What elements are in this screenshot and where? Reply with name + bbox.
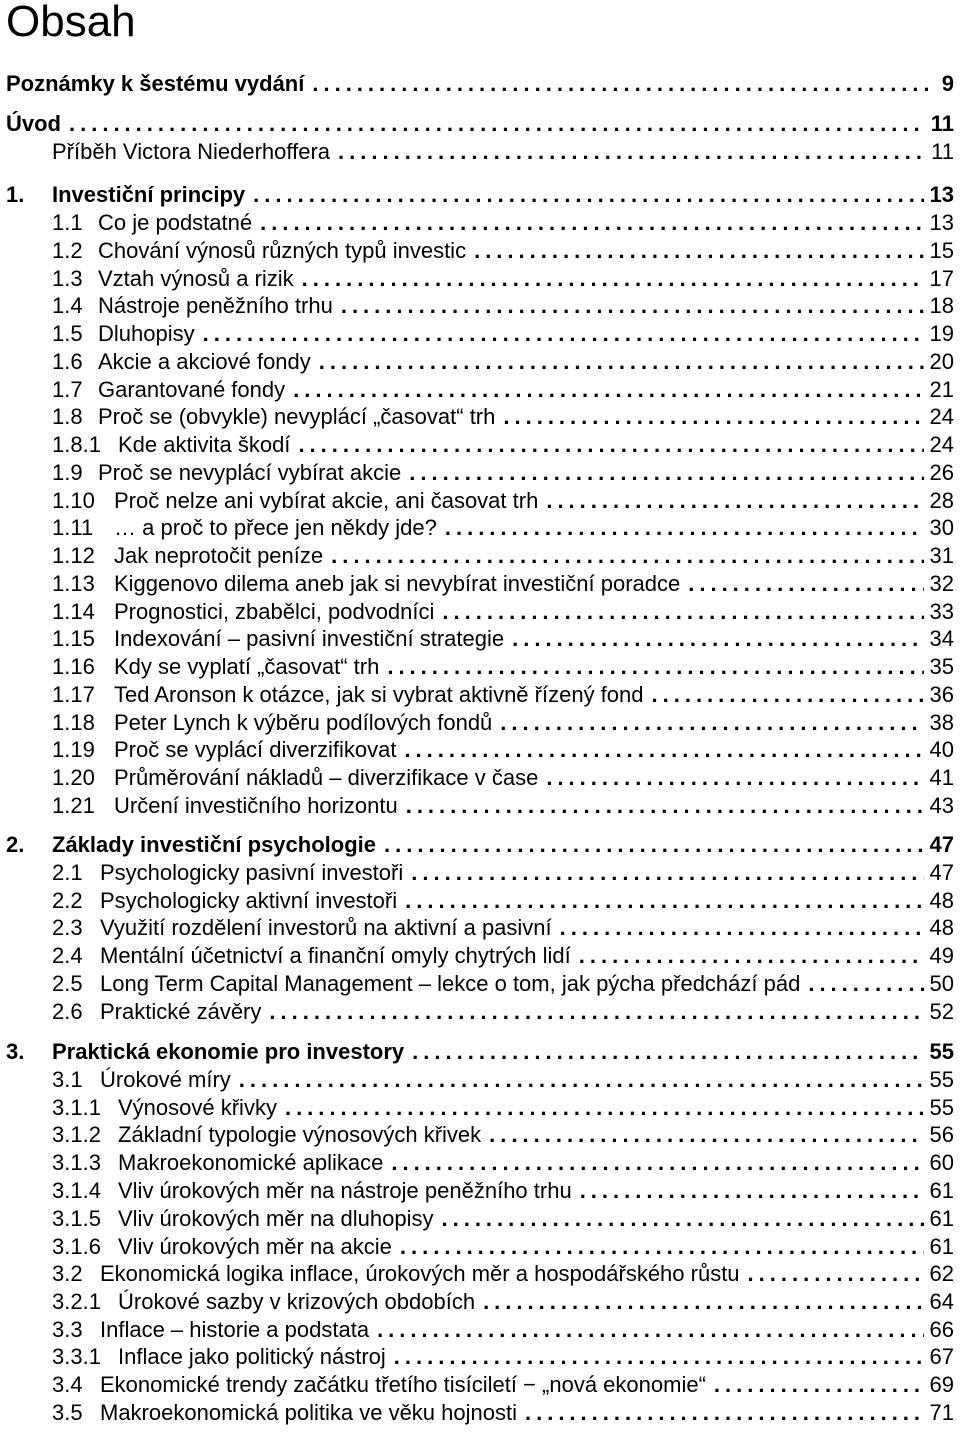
toc-entry-page: 55 bbox=[929, 1067, 954, 1092]
toc-entry-number: 3.1.4 bbox=[52, 1178, 101, 1203]
toc-entry-title: Peter Lynch k výběru podílových fondů bbox=[114, 710, 493, 735]
toc-entry[interactable] bbox=[52, 1316, 954, 1344]
toc-entry-page: 34 bbox=[929, 626, 954, 651]
toc-entry-number: 1.12 bbox=[52, 543, 95, 568]
toc-entry-number: 2.1 bbox=[52, 860, 83, 885]
dot-leader bbox=[269, 998, 923, 1026]
dot-leader bbox=[312, 70, 928, 98]
toc-entry[interactable] bbox=[52, 1399, 954, 1427]
toc-entry[interactable] bbox=[52, 320, 954, 348]
toc-entry-page: 71 bbox=[929, 1400, 954, 1425]
toc-entry-page: 55 bbox=[929, 1039, 954, 1064]
dot-leader bbox=[69, 110, 925, 138]
dot-leader bbox=[298, 431, 923, 459]
toc-entry-number: 1.14 bbox=[52, 599, 95, 624]
toc-entry-page: 47 bbox=[929, 832, 954, 857]
dot-leader bbox=[394, 1343, 924, 1371]
toc-entry[interactable] bbox=[52, 570, 954, 598]
toc-entry-title: Proč nelze ani vybírat akcie, ani časovat trh bbox=[114, 488, 539, 513]
toc-entry-page: 13 bbox=[929, 182, 954, 207]
toc-entry-number: 3.1.6 bbox=[52, 1234, 101, 1259]
dot-leader bbox=[387, 653, 923, 681]
toc-entry-title: Příběh Victora Niederhoffera bbox=[52, 139, 331, 164]
toc-entry-title: Využití rozdělení investorů na aktivní a pasivní bbox=[100, 915, 552, 940]
dot-leader bbox=[285, 1094, 924, 1122]
dot-leader bbox=[483, 1288, 923, 1316]
toc-entry-page: 17 bbox=[929, 266, 954, 291]
toc-entry-page: 40 bbox=[929, 737, 954, 762]
toc-entry-page: 62 bbox=[929, 1261, 954, 1286]
toc-entry-page: 19 bbox=[929, 321, 954, 346]
toc-entry-number: 1.1 bbox=[52, 210, 83, 235]
toc-entry-title: Long Term Capital Management – lekce o tom, jak pýcha předchází pád bbox=[100, 971, 801, 996]
toc-entry-title: Praktické závěry bbox=[100, 999, 262, 1024]
toc-entry-title: Akcie a akciové fondy bbox=[98, 349, 311, 374]
toc-entry[interactable] bbox=[52, 970, 954, 998]
toc-entry-page: 66 bbox=[929, 1317, 954, 1342]
dot-leader bbox=[404, 736, 923, 764]
toc-entry-page: 69 bbox=[929, 1372, 954, 1397]
toc-entry-number: 3.1.5 bbox=[52, 1206, 101, 1231]
toc-entry-title: Základní typologie výnosových křivek bbox=[118, 1122, 482, 1147]
dot-leader bbox=[512, 625, 923, 653]
toc-entry-title: Nástroje peněžního trhu bbox=[98, 293, 333, 318]
dot-leader bbox=[253, 181, 923, 209]
dot-leader bbox=[580, 1177, 924, 1205]
dot-leader bbox=[341, 292, 924, 320]
toc-entry-page: 24 bbox=[929, 404, 954, 429]
toc-entry-title: Proč se vyplácí diverzifikovat bbox=[114, 737, 397, 762]
page-title: Obsah bbox=[6, 0, 136, 46]
dot-leader bbox=[260, 209, 923, 237]
toc-entry-number: 1.4 bbox=[52, 293, 83, 318]
toc-entry-page: 11 bbox=[930, 111, 954, 136]
toc-entry-page: 11 bbox=[931, 139, 954, 164]
toc-entry-title: Chování výnosů různých typů investic bbox=[98, 238, 467, 263]
dot-leader bbox=[652, 681, 924, 709]
toc-entry[interactable] bbox=[52, 376, 954, 404]
dot-leader bbox=[500, 709, 923, 737]
toc-entry-number: 2.5 bbox=[52, 971, 83, 996]
dot-leader bbox=[412, 1038, 923, 1066]
toc-entry-number: 1.21 bbox=[52, 793, 95, 818]
toc-entry-title: … a proč to přece jen někdy jde? bbox=[114, 515, 437, 540]
toc-entry-title: Vliv úrokových měr na dluhopisy bbox=[118, 1206, 434, 1231]
dot-leader bbox=[445, 514, 924, 542]
toc-entry[interactable] bbox=[52, 625, 954, 653]
toc-entry-title: Proč se nevyplácí vybírat akcie bbox=[98, 460, 402, 485]
toc-entry[interactable] bbox=[52, 1094, 954, 1122]
toc-entry-title: Inflace jako politický nástroj bbox=[118, 1344, 386, 1369]
toc-entry-page: 52 bbox=[929, 999, 954, 1024]
toc-entry-number: 1.6 bbox=[52, 349, 83, 374]
toc-entry-title: Garantované fondy bbox=[98, 377, 286, 402]
toc-entry-number: 1.9 bbox=[52, 460, 83, 485]
toc-entry-page: 50 bbox=[929, 971, 954, 996]
dot-leader bbox=[293, 376, 923, 404]
toc-entry-page: 43 bbox=[929, 793, 954, 818]
toc-entry-number: 3.3 bbox=[52, 1317, 83, 1342]
toc-entry[interactable] bbox=[6, 181, 954, 209]
dot-leader bbox=[331, 542, 923, 570]
toc-entry-title: Ekonomická logika inflace, úrokových měr a hospodářského růstu bbox=[100, 1261, 740, 1286]
dot-leader bbox=[319, 348, 924, 376]
toc-entry-page: 38 bbox=[929, 710, 954, 735]
toc-entry-page: 64 bbox=[929, 1289, 954, 1314]
toc-entry[interactable] bbox=[52, 487, 954, 515]
toc-entry-number: 2.6 bbox=[52, 999, 83, 1024]
toc-entry-number: 1.8.1 bbox=[52, 432, 101, 457]
toc-entry-title: Psychologicky pasivní investoři bbox=[100, 860, 404, 885]
toc-entry-number: 1.8 bbox=[52, 404, 83, 429]
dot-leader bbox=[525, 1399, 924, 1427]
toc-entry-number: 1.11 bbox=[52, 515, 94, 540]
toc-entry[interactable] bbox=[52, 792, 954, 820]
toc-entry-page: 61 bbox=[929, 1234, 954, 1259]
toc-entry-page: 47 bbox=[929, 860, 954, 885]
toc-entry-page: 49 bbox=[929, 943, 954, 968]
toc-entry-number: 1.15 bbox=[52, 626, 95, 651]
toc-entry[interactable] bbox=[52, 348, 954, 376]
toc-entry-page: 67 bbox=[929, 1344, 954, 1369]
toc-entry-title: Základy investiční psychologie bbox=[52, 832, 376, 857]
toc-entry-page: 35 bbox=[929, 654, 954, 679]
toc-entry[interactable] bbox=[52, 653, 954, 681]
toc-entry-title: Praktická ekonomie pro investory bbox=[52, 1039, 405, 1064]
toc-entry[interactable] bbox=[52, 942, 954, 970]
toc-entry-title: Určení investičního horizontu bbox=[114, 793, 398, 818]
toc-entry-title: Prognostici, zbabělci, podvodníci bbox=[114, 599, 435, 624]
toc-entry[interactable] bbox=[52, 1371, 954, 1399]
toc-entry-page: 33 bbox=[929, 599, 954, 624]
dot-leader bbox=[441, 1205, 923, 1233]
toc-entry-number: 3.1.2 bbox=[52, 1122, 101, 1147]
toc-entry-number: 1.17 bbox=[52, 682, 95, 707]
toc-entry-page: 15 bbox=[929, 238, 954, 263]
toc-entry-title: Kde aktivita škodí bbox=[118, 432, 291, 457]
toc-entry-number: 1.20 bbox=[52, 765, 95, 790]
toc-entry-page: 9 bbox=[941, 71, 954, 96]
toc-entry[interactable] bbox=[52, 459, 954, 487]
toc-entry-page: 36 bbox=[929, 682, 954, 707]
toc-entry-number: 1.19 bbox=[52, 737, 95, 762]
toc-entry[interactable] bbox=[52, 1177, 954, 1205]
toc-entry-number: 3.1.1 bbox=[52, 1095, 101, 1120]
toc-entry-number: 3.1.3 bbox=[52, 1150, 101, 1175]
dot-leader bbox=[560, 914, 924, 942]
toc-entry[interactable] bbox=[52, 1149, 954, 1177]
toc-entry[interactable] bbox=[52, 764, 954, 792]
toc-entry[interactable] bbox=[6, 110, 954, 138]
toc-entry-number: 3. bbox=[6, 1039, 25, 1064]
toc-entry-title: Investiční principy bbox=[52, 182, 246, 207]
toc-entry[interactable] bbox=[52, 209, 954, 237]
toc-entry-number: 2.2 bbox=[52, 888, 83, 913]
toc-entry-number: 1.18 bbox=[52, 710, 95, 735]
toc-entry-page: 18 bbox=[929, 293, 954, 318]
toc-entry-number: 3.4 bbox=[52, 1372, 83, 1397]
toc-entry-number: 1.5 bbox=[52, 321, 83, 346]
toc-entry-page: 20 bbox=[929, 349, 954, 374]
toc-entry-title: Vliv úrokových měr na akcie bbox=[118, 1234, 392, 1259]
toc-entry-title: Úrokové míry bbox=[100, 1067, 231, 1092]
dot-leader bbox=[377, 1316, 923, 1344]
toc-entry-title: Inflace – historie a podstata bbox=[100, 1317, 370, 1342]
dot-leader bbox=[391, 1149, 923, 1177]
toc-entry-title: Poznámky k šestému vydání bbox=[6, 71, 305, 96]
toc-entry-page: 28 bbox=[929, 488, 954, 513]
toc-entry[interactable] bbox=[52, 914, 954, 942]
toc-entry[interactable] bbox=[52, 542, 954, 570]
toc-entry-number: 2. bbox=[6, 832, 25, 857]
toc-entry-number: 1.2 bbox=[52, 238, 83, 263]
toc-entry-page: 21 bbox=[929, 377, 954, 402]
toc-entry-title: Dluhopisy bbox=[98, 321, 195, 346]
toc-entry-title: Psychologicky aktivní investoři bbox=[100, 888, 398, 913]
dot-leader bbox=[579, 942, 924, 970]
toc-entry-title: Jak neprotočit peníze bbox=[114, 543, 324, 568]
toc-entry[interactable] bbox=[52, 859, 954, 887]
dot-leader bbox=[338, 138, 925, 166]
dot-leader bbox=[302, 265, 924, 293]
toc-entry-number: 1.13 bbox=[52, 571, 95, 596]
toc-entry-page: 41 bbox=[929, 765, 954, 790]
toc-entry[interactable] bbox=[52, 998, 954, 1026]
dot-leader bbox=[203, 320, 924, 348]
toc-entry[interactable] bbox=[52, 138, 954, 166]
dot-leader bbox=[405, 887, 923, 915]
toc-entry[interactable] bbox=[52, 681, 954, 709]
toc-entry-number: 1.3 bbox=[52, 266, 83, 291]
toc-entry-page: 60 bbox=[929, 1150, 954, 1175]
toc-entry-title: Co je podstatné bbox=[98, 210, 253, 235]
toc-entry-number: 3.1 bbox=[52, 1067, 83, 1092]
toc-entry-page: 48 bbox=[929, 888, 954, 913]
dot-leader bbox=[409, 459, 923, 487]
toc-entry[interactable] bbox=[52, 709, 954, 737]
toc-entry-page: 61 bbox=[929, 1178, 954, 1203]
toc-entry-number: 3.2.1 bbox=[52, 1289, 101, 1314]
toc-entry-title: Ted Aronson k otázce, jak si vybrat aktivně řízený fond bbox=[114, 682, 644, 707]
dot-leader bbox=[239, 1066, 924, 1094]
dot-leader bbox=[442, 598, 923, 626]
toc-entry[interactable] bbox=[52, 1121, 954, 1149]
toc-entry-title: Makroekonomická politika ve věku hojnosti bbox=[100, 1400, 517, 1425]
toc-entry[interactable] bbox=[52, 1343, 954, 1371]
dot-leader bbox=[546, 764, 923, 792]
toc-entry-number: 2.3 bbox=[52, 915, 83, 940]
toc-entry-title: Úvod bbox=[6, 111, 61, 136]
toc-entry[interactable] bbox=[6, 831, 954, 859]
toc-entry-title: Vztah výnosů a rizik bbox=[98, 266, 294, 291]
toc-entry-title: Průměrování nákladů – diverzifikace v čase bbox=[114, 765, 539, 790]
toc-entry[interactable] bbox=[52, 431, 954, 459]
toc-entry-number: 3.5 bbox=[52, 1400, 83, 1425]
dot-leader bbox=[714, 1371, 924, 1399]
dot-leader bbox=[489, 1121, 923, 1149]
toc-entry-title: Indexování – pasivní investiční strategie bbox=[114, 626, 505, 651]
toc-entry-page: 26 bbox=[929, 460, 954, 485]
toc-entry-page: 55 bbox=[929, 1095, 954, 1120]
toc-entry[interactable] bbox=[52, 265, 954, 293]
toc-entry-page: 31 bbox=[929, 543, 954, 568]
toc-entry[interactable] bbox=[52, 1260, 954, 1288]
toc-entry-title: Vliv úrokových měr na nástroje peněžního trhu bbox=[118, 1178, 572, 1203]
toc-entry-title: Proč se (obvykle) nevyplácí „časovat“ trh bbox=[98, 404, 496, 429]
toc-entry-page: 30 bbox=[929, 515, 954, 540]
toc-entry-page: 48 bbox=[929, 915, 954, 940]
toc-entry-page: 61 bbox=[929, 1206, 954, 1231]
toc-entry-page: 24 bbox=[929, 432, 954, 457]
dot-leader bbox=[384, 831, 924, 859]
toc-entry[interactable] bbox=[52, 1233, 954, 1261]
toc-entry-number: 3.2 bbox=[52, 1261, 83, 1286]
toc-entry[interactable] bbox=[6, 1038, 954, 1066]
dot-leader bbox=[411, 859, 923, 887]
toc-entry[interactable] bbox=[52, 292, 954, 320]
toc-entry[interactable] bbox=[52, 1066, 954, 1094]
toc-entry[interactable] bbox=[52, 887, 954, 915]
toc-entry-title: Úrokové sazby v krizových obdobích bbox=[118, 1289, 476, 1314]
toc-entry[interactable] bbox=[52, 1288, 954, 1316]
toc-entry-title: Výnosové křivky bbox=[118, 1095, 277, 1120]
toc-entry-title: Kdy se vyplatí „časovat“ trh bbox=[114, 654, 380, 679]
dot-leader bbox=[688, 570, 923, 598]
toc-entry[interactable] bbox=[6, 70, 954, 98]
toc-entry-title: Ekonomické trendy začátku třetího tisíciletí − „nová ekonomie“ bbox=[100, 1372, 706, 1397]
toc-entry-page: 13 bbox=[929, 210, 954, 235]
dot-leader bbox=[406, 792, 924, 820]
toc-entry[interactable] bbox=[52, 598, 954, 626]
toc-entry-number: 1. bbox=[6, 182, 25, 207]
toc-entry[interactable] bbox=[52, 403, 954, 431]
dot-leader bbox=[503, 403, 923, 431]
toc-entry[interactable] bbox=[52, 514, 954, 542]
toc-entry-title: Makroekonomické aplikace bbox=[118, 1150, 384, 1175]
dot-leader bbox=[808, 970, 923, 998]
toc-entry-number: 1.16 bbox=[52, 654, 95, 679]
toc-entry-page: 56 bbox=[929, 1122, 954, 1147]
dot-leader bbox=[474, 237, 923, 265]
toc-entry[interactable] bbox=[52, 1205, 954, 1233]
toc-entry-number: 2.4 bbox=[52, 943, 83, 968]
toc-entry-number: 1.7 bbox=[52, 377, 83, 402]
toc-entry-number: 1.10 bbox=[52, 488, 95, 513]
toc-entry-title: Kiggenovo dilema aneb jak si nevybírat investiční poradce bbox=[114, 571, 681, 596]
dot-leader bbox=[748, 1260, 924, 1288]
toc-entry[interactable] bbox=[52, 736, 954, 764]
dot-leader bbox=[546, 487, 923, 515]
toc-entry-page: 32 bbox=[929, 571, 954, 596]
toc-entry-number: 3.3.1 bbox=[52, 1344, 101, 1369]
toc-entry[interactable] bbox=[52, 237, 954, 265]
toc-entry-title: Mentální účetnictví a finanční omyly chytrých lidí bbox=[100, 943, 571, 968]
dot-leader bbox=[400, 1233, 924, 1261]
